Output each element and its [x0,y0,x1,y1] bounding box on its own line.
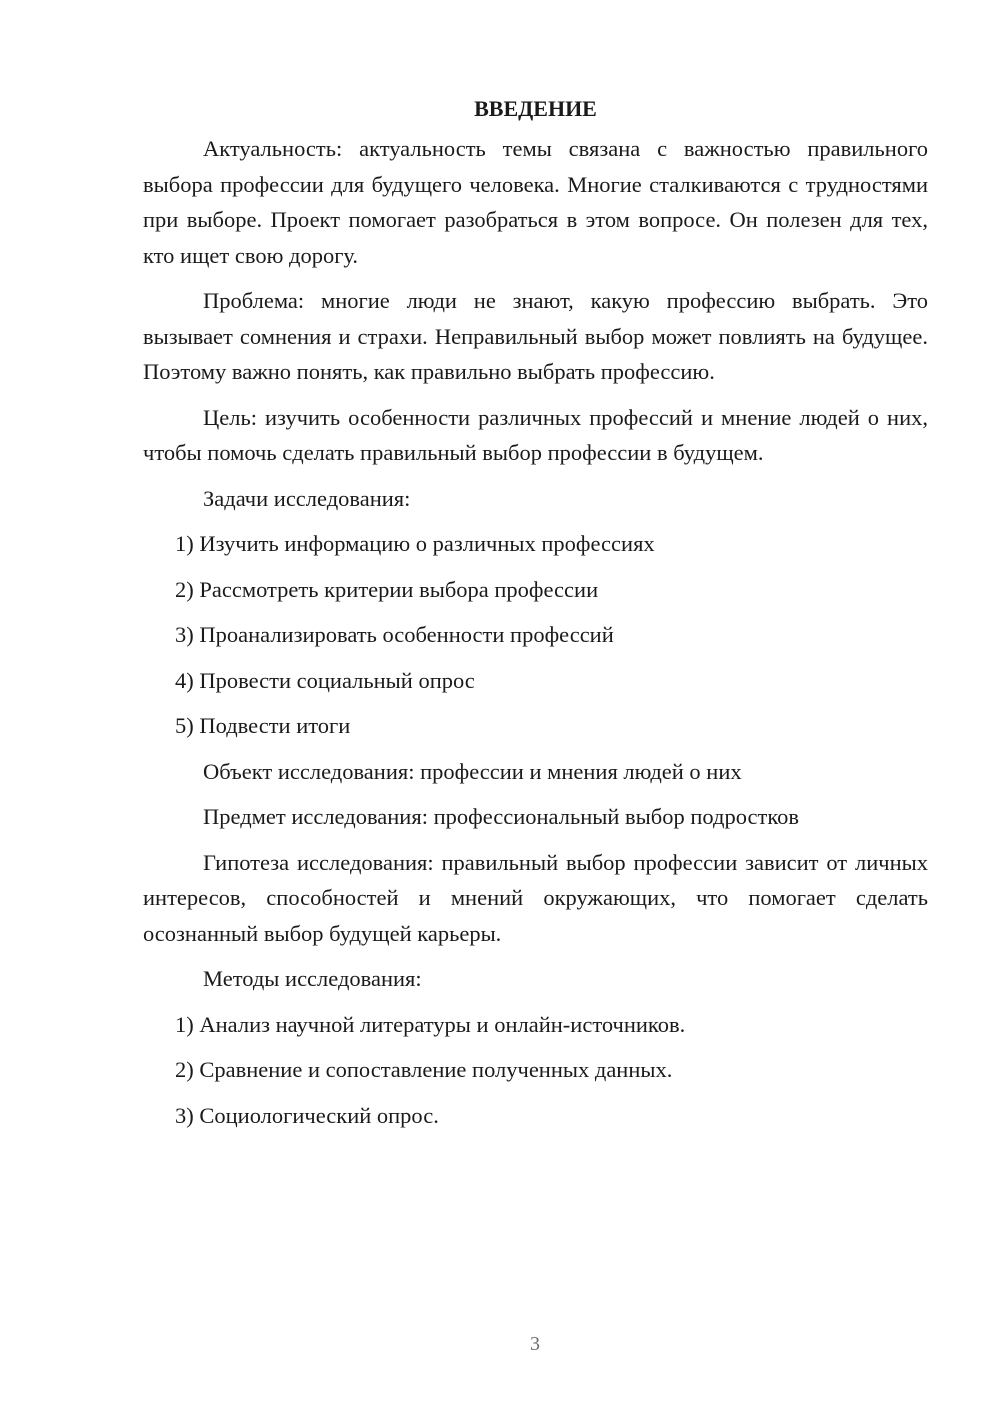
document-page [143,94,928,1143]
tasks-list [143,526,928,744]
list-item: 1) Изучить информацию о различных профессиях [175,531,655,556]
list-item: 5) Подвести итоги [175,713,351,738]
object-line: Объект исследования: профессии и мнения людей о них [203,758,742,784]
relevance-paragraph: Актуальность: актуальность темы связана с важностью правильного выбора профессии для будущего человека. Многие сталкиваются с трудностями при выборе. Проект помогает разобраться в этом вопросе. Он полезен для тех, кто ищет свою дорогу. [143,136,928,268]
goal-paragraph: Цель: изучить особенности различных профессий и мнение людей о них, чтобы помочь сделать правильный выбор профессии в будущем. [143,404,928,465]
methods-list [143,1007,928,1134]
tasks-title: Задачи исследования: [203,485,411,511]
list-item: 4) Провести социальный опрос [175,667,475,693]
list-item: 3) Проанализировать особенности профессий [175,622,614,647]
section-heading: ВВЕДЕНИЕ [474,96,597,121]
list-item: 2) Рассмотреть критерии выбора профессии [175,576,599,602]
methods-title: Методы исследования: [203,966,422,991]
problem-paragraph: Проблема: многие люди не знают, какую профессию выбрать. Это вызывает сомнения и страхи. Неправильный выбор может повлиять на будущее. Поэтому важно понять, как правильно выбрать профессию. [143,288,928,384]
hypothesis-paragraph: Гипотеза исследования: правильный выбор профессии зависит от личных интересов, способностей и мнений окружающих, что помогает сделать осознанный выбор будущей карьеры. [143,849,928,946]
list-item: 3) Социологический опрос. [175,1102,439,1128]
list-item: 2) Сравнение и сопоставление полученных данных. [175,1057,673,1082]
subject-line: Предмет исследования: профессиональный выбор подростков [203,804,799,829]
list-item: 1) Анализ научной литературы и онлайн-источников. [175,1011,686,1037]
page-number: 3 [530,1333,540,1355]
